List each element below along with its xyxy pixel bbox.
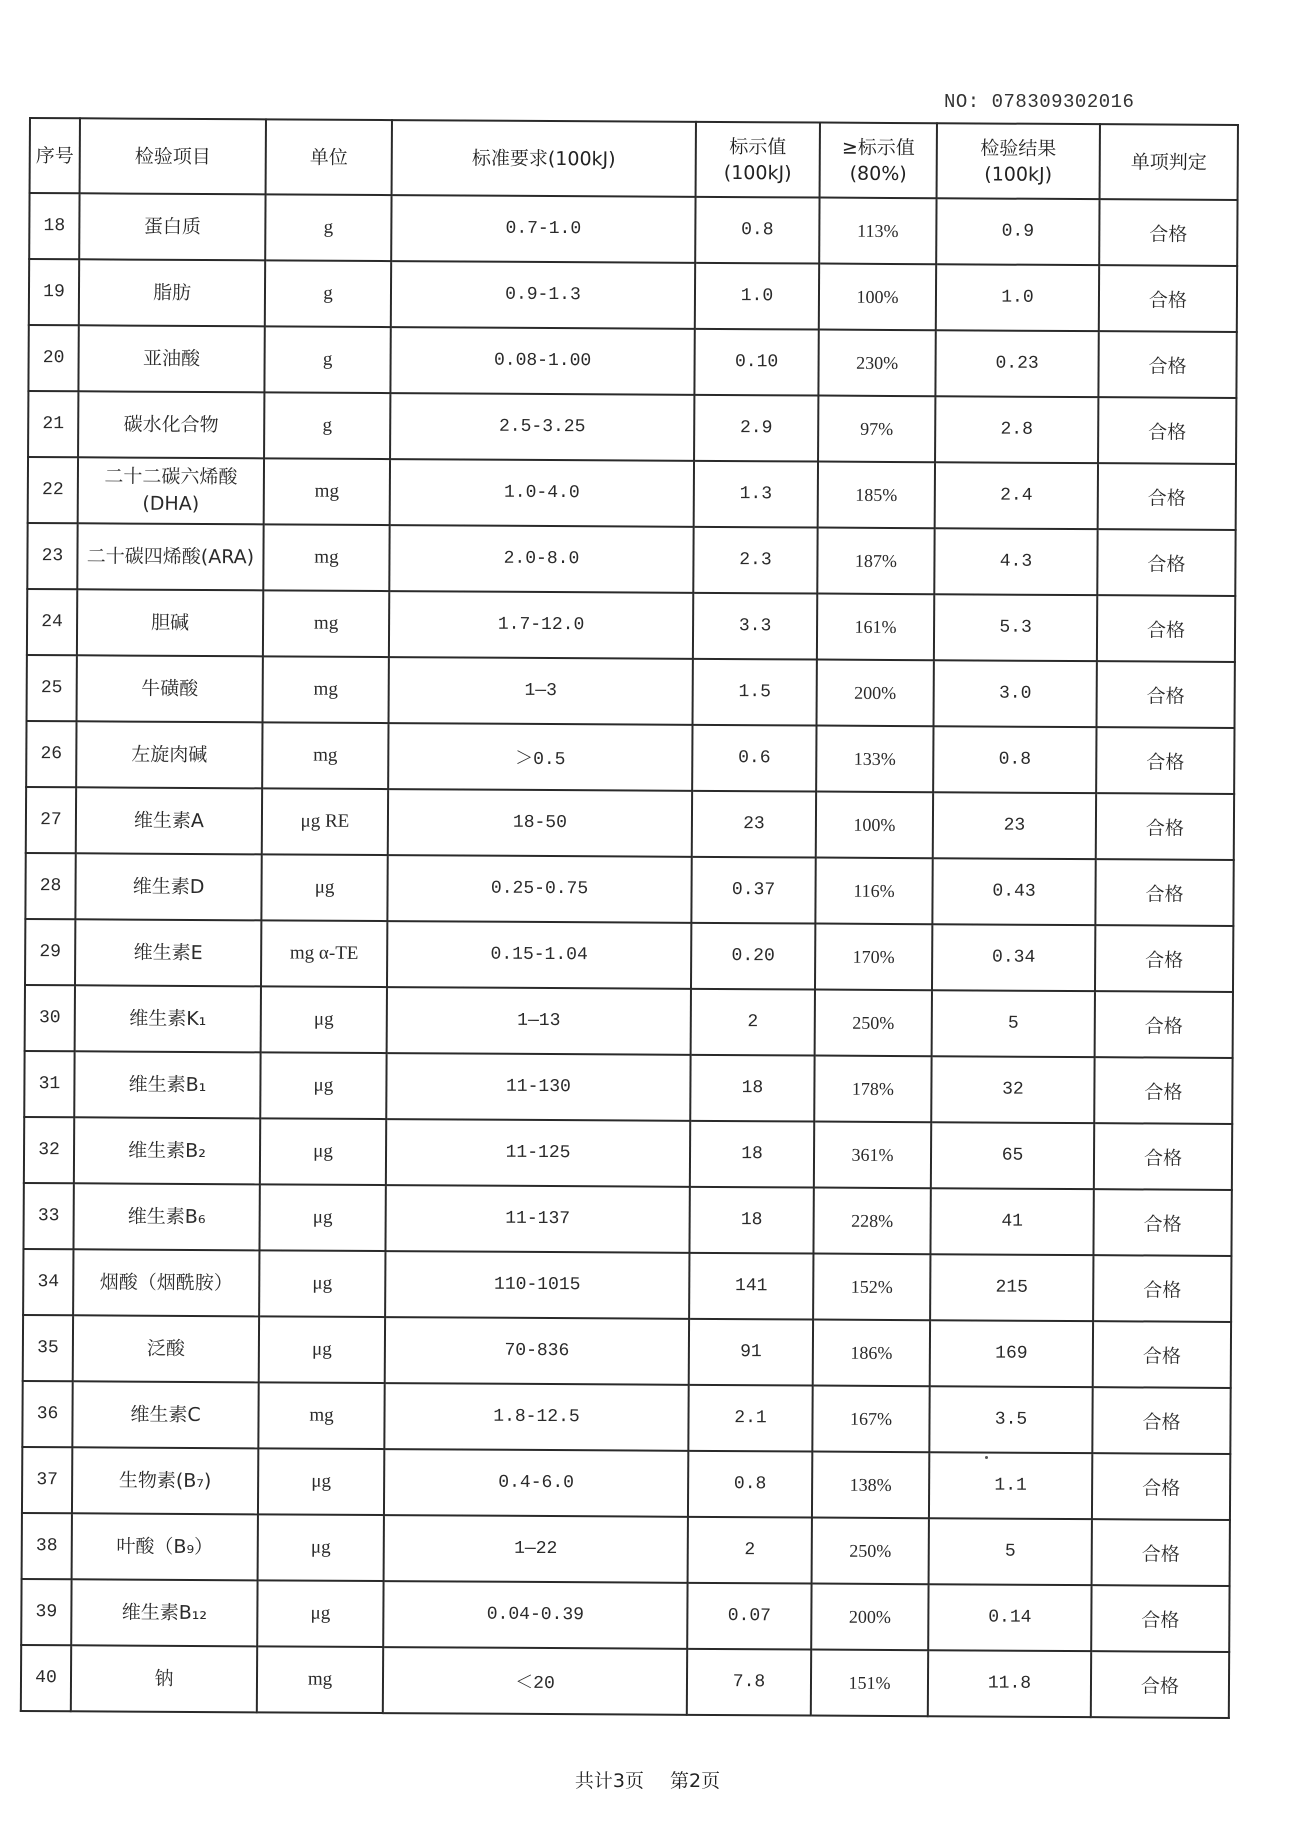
cell-item: 维生素A (76, 787, 262, 854)
cell-result: 5 (929, 1518, 1092, 1585)
cell-ratio: 200% (811, 1584, 928, 1651)
cell-result: 0.43 (932, 858, 1095, 925)
cell-label-value: 2.1 (688, 1385, 812, 1452)
cell-result: 5.3 (934, 594, 1097, 661)
cell-standard: 1—3 (389, 657, 693, 725)
cell-ratio: 228% (813, 1188, 930, 1255)
cell-item: 维生素C (72, 1381, 258, 1448)
cell-ratio: 161% (817, 594, 934, 661)
header-label-value (696, 122, 820, 198)
cell-verdict: 合格 (1095, 991, 1233, 1058)
cell-index: 22 (28, 457, 78, 523)
table-row (26, 721, 1234, 794)
cell-verdict: 合格 (1094, 1123, 1232, 1190)
cell-standard: 11-137 (385, 1185, 689, 1253)
cell-index: 37 (22, 1447, 72, 1513)
header-unit: 单位 (266, 119, 392, 195)
inspection-results-table (20, 117, 1239, 1719)
cell-verdict: 合格 (1098, 463, 1236, 530)
cell-ratio: 113% (819, 198, 936, 265)
cell-result: 3.0 (934, 660, 1097, 727)
cell-index: 27 (26, 787, 76, 853)
cell-standard: 18-50 (388, 789, 692, 857)
header-label-value-line1: 标示值 (729, 135, 787, 158)
table-body (21, 193, 1238, 1718)
cell-item: 叶酸（B₉） (72, 1513, 258, 1580)
cell-result: 169 (930, 1320, 1093, 1387)
cell-index: 26 (26, 721, 76, 787)
table-row (26, 787, 1234, 860)
header-result-line1: 检验结果 (980, 136, 1057, 160)
cell-ratio: 200% (817, 660, 934, 727)
cell-verdict: 合格 (1094, 1057, 1232, 1124)
cell-unit: μg (260, 1118, 386, 1185)
cell-unit: g (265, 194, 391, 261)
cell-standard: 11-130 (386, 1053, 690, 1121)
cell-label-value: 0.10 (694, 329, 818, 396)
cell-verdict: 合格 (1092, 1519, 1230, 1586)
cell-verdict: 合格 (1093, 1255, 1231, 1322)
cell-standard: 0.08-1.00 (390, 327, 694, 395)
table-row (22, 1447, 1230, 1520)
cell-result: 1.0 (936, 264, 1099, 331)
cell-label-value: 18 (690, 1055, 814, 1122)
cell-ratio: 133% (816, 726, 933, 793)
cell-standard: 70-836 (385, 1317, 689, 1385)
cell-standard: ＜20 (383, 1647, 687, 1715)
cell-standard: 0.7-1.0 (391, 195, 695, 263)
cell-index: 35 (23, 1315, 73, 1381)
cell-verdict: 合格 (1092, 1387, 1230, 1454)
cell-standard: 1—22 (384, 1515, 688, 1583)
cell-index: 19 (29, 259, 79, 325)
cell-item: 维生素K₁ (75, 985, 261, 1052)
cell-unit: g (265, 260, 391, 327)
table-row (21, 1645, 1229, 1718)
cell-label-value: 0.37 (691, 857, 815, 924)
cell-item: 二十二碳六烯酸(DHA) (78, 457, 264, 524)
table-row (23, 1249, 1231, 1322)
cell-verdict: 合格 (1098, 397, 1236, 464)
cell-verdict: 合格 (1097, 595, 1235, 662)
cell-verdict: 合格 (1095, 925, 1233, 992)
cell-label-value: 0.8 (695, 197, 819, 264)
cell-index: 36 (22, 1381, 72, 1447)
table-row (22, 1381, 1230, 1454)
cell-item: 生物素(B₇) (72, 1447, 258, 1514)
cell-ratio: 170% (815, 924, 932, 991)
table-row (23, 1315, 1231, 1388)
cell-unit: μg (260, 1052, 386, 1119)
cell-index: 25 (27, 655, 77, 721)
table-row (28, 457, 1236, 530)
cell-item: 亚油酸 (78, 325, 264, 392)
cell-standard: 0.04-0.39 (383, 1581, 687, 1649)
table-row (24, 1051, 1232, 1124)
cell-verdict: 合格 (1095, 859, 1233, 926)
cell-unit: mg α-TE (261, 920, 387, 987)
cell-label-value: 0.20 (691, 923, 815, 990)
cell-label-value: 7.8 (687, 1649, 811, 1716)
cell-item: 碳水化合物 (78, 391, 264, 458)
cell-unit: mg (257, 1646, 383, 1713)
cell-unit: μg (258, 1448, 384, 1515)
cell-unit: μg (258, 1514, 384, 1581)
cell-verdict: 合格 (1098, 331, 1236, 398)
cell-item: 维生素D (75, 853, 261, 920)
cell-unit: μg (259, 1316, 385, 1383)
cell-label-value: 2 (688, 1517, 812, 1584)
cell-unit: μg (261, 854, 387, 921)
header-result (937, 123, 1100, 199)
cell-result: 2.8 (935, 396, 1098, 463)
table-row (21, 1579, 1229, 1652)
cell-verdict: 合格 (1096, 793, 1234, 860)
table-row (24, 1117, 1232, 1190)
table-row (22, 1513, 1230, 1586)
cell-standard: 1—13 (387, 987, 691, 1055)
cell-unit: μg (261, 986, 387, 1053)
table-row (28, 325, 1236, 398)
cell-label-value: 1.3 (694, 461, 818, 528)
cell-standard: 1.8-12.5 (384, 1383, 688, 1451)
cell-index: 21 (28, 391, 78, 457)
cell-result: 0.14 (928, 1584, 1091, 1651)
cell-standard: 11-125 (386, 1119, 690, 1187)
cell-label-value: 141 (689, 1253, 813, 1320)
cell-unit: mg (263, 524, 389, 591)
cell-index: 23 (27, 523, 77, 589)
cell-item: 泛酸 (73, 1315, 259, 1382)
scan-speck (985, 1456, 988, 1459)
cell-index: 33 (23, 1183, 73, 1249)
cell-unit: g (264, 326, 390, 393)
cell-ratio: 361% (814, 1122, 931, 1189)
cell-result: 0.9 (936, 198, 1099, 265)
cell-ratio: 100% (816, 792, 933, 859)
table-row (25, 853, 1233, 926)
cell-verdict: 合格 (1093, 1189, 1231, 1256)
cell-label-value: 0.07 (687, 1583, 811, 1650)
total-pages: 共计3页 (574, 1770, 644, 1792)
cell-standard: ＞0.5 (388, 723, 692, 791)
cell-label-value: 18 (690, 1121, 814, 1188)
header-item: 检验项目 (80, 118, 266, 194)
cell-item: 胆碱 (77, 589, 263, 656)
cell-ratio: 186% (813, 1320, 930, 1387)
cell-item: 左旋肉碱 (76, 721, 262, 788)
table-row (29, 193, 1237, 266)
header-ratio (820, 123, 937, 199)
cell-standard: 1.7-12.0 (389, 591, 693, 659)
cell-ratio: 187% (817, 528, 934, 595)
cell-ratio: 151% (811, 1650, 928, 1717)
cell-verdict: 合格 (1091, 1585, 1229, 1652)
header-result-line2: (100kJ) (984, 163, 1053, 186)
cell-index: 24 (27, 589, 77, 655)
page-footer (0, 1766, 1295, 1793)
cell-verdict: 合格 (1097, 661, 1235, 728)
cell-ratio: 152% (813, 1254, 930, 1321)
cell-index: 40 (21, 1645, 71, 1711)
cell-result: 4.3 (934, 528, 1097, 595)
cell-label-value: 1.5 (693, 659, 817, 726)
cell-result: 215 (930, 1254, 1093, 1321)
header-ratio-line2: (80%) (849, 162, 907, 185)
cell-item: 维生素E (75, 919, 261, 986)
cell-item: 维生素B₂ (74, 1117, 260, 1184)
cell-index: 34 (23, 1249, 73, 1315)
header-standard: 标准要求(100kJ) (392, 120, 696, 197)
cell-label-value: 0.8 (688, 1451, 812, 1518)
cell-result: 0.8 (933, 726, 1096, 793)
report-number: NO: 078309302016 (944, 91, 1135, 113)
cell-ratio: 185% (818, 462, 935, 529)
table-row (28, 391, 1236, 464)
cell-ratio: 230% (818, 330, 935, 397)
cell-result: 3.5 (929, 1386, 1092, 1453)
cell-item: 脂肪 (79, 259, 265, 326)
cell-ratio: 178% (814, 1056, 931, 1123)
cell-label-value: 0.6 (692, 725, 816, 792)
cell-standard: 2.0-8.0 (389, 525, 693, 593)
cell-label-value: 23 (692, 791, 816, 858)
cell-index: 32 (24, 1117, 74, 1183)
cell-index: 28 (25, 853, 75, 919)
cell-standard: 110-1015 (385, 1251, 689, 1319)
cell-standard: 0.15-1.04 (387, 921, 691, 989)
cell-index: 29 (25, 919, 75, 985)
table-row (23, 1183, 1231, 1256)
cell-label-value: 18 (689, 1187, 813, 1254)
table-row (27, 655, 1235, 728)
cell-index: 30 (25, 985, 75, 1051)
table-row (25, 919, 1233, 992)
cell-standard: 0.4-6.0 (384, 1449, 688, 1517)
cell-item: 维生素B₆ (73, 1183, 259, 1250)
cell-item: 烟酸（烟酰胺） (73, 1249, 259, 1316)
cell-result: 1.1 (929, 1452, 1092, 1519)
table-row (27, 523, 1235, 596)
cell-result: 2.4 (935, 462, 1098, 529)
cell-verdict: 合格 (1092, 1453, 1230, 1520)
cell-unit: mg (263, 590, 389, 657)
cell-verdict: 合格 (1099, 199, 1237, 266)
cell-verdict: 合格 (1097, 529, 1235, 596)
cell-result: 11.8 (928, 1650, 1091, 1717)
cell-result: 65 (931, 1122, 1094, 1189)
cell-item: 二十碳四烯酸(ARA) (77, 523, 263, 590)
cell-unit: μg (259, 1250, 385, 1317)
cell-unit: mg (264, 458, 390, 525)
cell-unit: mg (263, 656, 389, 723)
cell-unit: μg (257, 1580, 383, 1647)
cell-label-value: 91 (689, 1319, 813, 1386)
cell-item: 钠 (71, 1645, 257, 1712)
cell-ratio: 100% (819, 264, 936, 331)
table-row (27, 589, 1235, 662)
cell-label-value: 2.9 (694, 395, 818, 462)
cell-unit: μg (259, 1184, 385, 1251)
cell-result: 5 (932, 990, 1095, 1057)
cell-result: 32 (931, 1056, 1094, 1123)
cell-label-value: 2 (691, 989, 815, 1056)
table-row (29, 259, 1237, 332)
cell-index: 31 (24, 1051, 74, 1117)
table-row (25, 985, 1233, 1058)
cell-unit: mg (262, 722, 388, 789)
cell-label-value: 3.3 (693, 593, 817, 660)
cell-standard: 1.0-4.0 (390, 459, 694, 527)
cell-standard: 0.25-0.75 (387, 855, 691, 923)
cell-result: 23 (933, 792, 1096, 859)
cell-standard: 2.5-3.25 (390, 393, 694, 461)
cell-ratio: 250% (815, 990, 932, 1057)
cell-verdict: 合格 (1093, 1321, 1231, 1388)
cell-verdict: 合格 (1096, 727, 1234, 794)
header-label-value-line2: (100kJ) (723, 161, 792, 184)
cell-item: 蛋白质 (79, 193, 265, 260)
cell-verdict: 合格 (1091, 1651, 1229, 1718)
current-page: 第2页 (670, 1770, 721, 1792)
cell-label-value: 2.3 (693, 527, 817, 594)
cell-item: 牛磺酸 (77, 655, 263, 722)
cell-standard: 0.9-1.3 (391, 261, 695, 329)
header-verdict: 单项判定 (1100, 124, 1238, 200)
cell-verdict: 合格 (1099, 265, 1237, 332)
cell-result: 0.34 (932, 924, 1095, 991)
header-ratio-line1: ≥标示值 (841, 136, 915, 159)
cell-unit: g (264, 392, 390, 459)
cell-index: 18 (29, 193, 79, 259)
cell-ratio: 116% (815, 858, 932, 925)
cell-ratio: 250% (812, 1518, 929, 1585)
cell-ratio: 97% (818, 396, 935, 463)
cell-label-value: 1.0 (695, 263, 819, 330)
cell-index: 20 (28, 325, 78, 391)
cell-item: 维生素B₁ (74, 1051, 260, 1118)
cell-result: 0.23 (935, 330, 1098, 397)
cell-unit: mg (258, 1382, 384, 1449)
cell-index: 38 (22, 1513, 72, 1579)
cell-ratio: 167% (812, 1386, 929, 1453)
cell-item: 维生素B₁₂ (71, 1579, 257, 1646)
cell-ratio: 138% (812, 1452, 929, 1519)
cell-index: 39 (21, 1579, 71, 1645)
cell-result: 41 (930, 1188, 1093, 1255)
cell-unit: μg RE (262, 788, 388, 855)
header-index: 序号 (30, 118, 80, 193)
table-header-row (30, 118, 1238, 200)
